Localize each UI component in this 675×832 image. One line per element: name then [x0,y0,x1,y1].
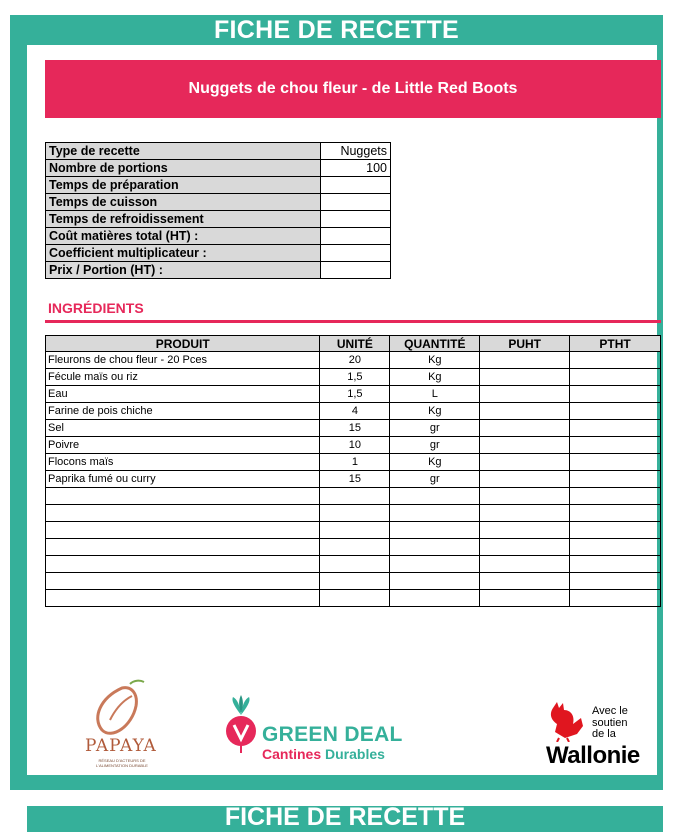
greendeal-sub-cantines: Cantines [262,746,322,762]
table-cell: Kg [390,369,480,386]
info-label: Prix / Portion (HT) : [46,262,321,279]
recipe-title: Nuggets de chou fleur - de Little Red Boots [45,60,661,118]
table-cell [480,488,570,505]
table-row [46,539,661,556]
table-cell: 4 [320,403,390,420]
table-cell [570,420,661,437]
table-cell [480,352,570,369]
table-cell: Kg [390,352,480,369]
table-row [46,420,661,437]
papaya-tagline: RÉSEAU D'ACTEURS DE L'ALIMENTATION DURABLE [96,758,148,768]
table-row [46,522,661,539]
table-cell [570,471,661,488]
table-row [46,556,661,573]
table-cell [46,522,320,539]
wallonie-support-text [592,706,628,741]
table-cell: Sel [46,420,320,437]
table-cell [570,454,661,471]
table-cell: Farine de pois chiche [46,403,320,420]
info-value [321,228,391,245]
info-value [321,245,391,262]
info-value [321,211,391,228]
ingredients-table [45,335,661,607]
info-row [46,160,391,177]
table-cell [480,505,570,522]
table-cell: gr [390,420,480,437]
top-banner: FICHE DE RECETTE [10,15,663,45]
info-label: Temps de cuisson [46,194,321,211]
table-cell: 1 [320,454,390,471]
table-cell: Kg [390,403,480,420]
table-cell: Flocons maïs [46,454,320,471]
table-cell [480,471,570,488]
column-header: QUANTITÉ [390,336,480,352]
column-header: PTHT [570,336,661,352]
table-row [46,369,661,386]
table-cell [480,539,570,556]
table-cell: 15 [320,420,390,437]
table-cell: 15 [320,471,390,488]
table-cell [570,522,661,539]
table-cell [570,386,661,403]
table-cell [390,539,480,556]
frame-left-bar [10,15,27,790]
table-cell [390,573,480,590]
table-cell [480,573,570,590]
table-row [46,471,661,488]
ingredients-rule [45,320,661,323]
info-row [46,228,391,245]
greendeal-sub-durables: Durables [325,746,385,762]
recipe-info-table [45,142,391,279]
table-cell: Fécule maïs ou riz [46,369,320,386]
table-cell [480,556,570,573]
table-cell [570,352,661,369]
table-cell [570,403,661,420]
table-row [46,505,661,522]
table-cell: gr [390,437,480,454]
table-cell [570,590,661,607]
wallonie-wordmark: Wallonie [546,742,640,769]
table-cell: Poivre [46,437,320,454]
table-row [46,454,661,471]
table-cell [480,522,570,539]
info-value [321,194,391,211]
table-cell [46,590,320,607]
table-cell: 1,5 [320,386,390,403]
table-cell: 10 [320,437,390,454]
table-cell [570,437,661,454]
info-label: Coefficient multiplicateur : [46,245,321,262]
table-cell [390,488,480,505]
info-label: Temps de refroidissement [46,211,321,228]
table-cell [390,522,480,539]
table-cell [480,369,570,386]
table-cell [46,556,320,573]
table-cell [570,488,661,505]
table-cell [390,556,480,573]
wallonie-line: soutien [592,716,628,729]
info-label: Coût matières total (HT) : [46,228,321,245]
table-cell [320,539,390,556]
table-cell [570,539,661,556]
table-cell [480,454,570,471]
frame-bottom-bar [10,775,663,790]
table-cell [320,556,390,573]
table-row [46,386,661,403]
table-cell [480,437,570,454]
column-header: PUHT [480,336,570,352]
info-label: Temps de préparation [46,177,321,194]
info-row [46,262,391,279]
info-row [46,194,391,211]
table-row [46,488,661,505]
ingredients-heading: INGRÉDIENTS [48,300,144,316]
greendeal-title: GREEN DEAL [262,723,403,746]
info-row [46,143,391,160]
info-label: Nombre de portions [46,160,321,177]
table-row [46,352,661,369]
info-row [46,245,391,262]
info-value: 100 [321,160,391,177]
table-cell [390,505,480,522]
table-cell [570,369,661,386]
table-cell [570,573,661,590]
table-cell: gr [390,471,480,488]
greendeal-subtitle [262,746,385,762]
radish-icon [225,695,257,755]
wallonie-line: de la [592,728,616,740]
table-cell [390,590,480,607]
table-cell [320,522,390,539]
table-row [46,573,661,590]
table-cell: Eau [46,386,320,403]
column-header: UNITÉ [320,336,390,352]
table-cell: Paprika fumé ou curry [46,471,320,488]
info-label: Type de recette [46,143,321,160]
table-row [46,590,661,607]
papaya-wordmark: PAPAYA [85,736,157,756]
table-row [46,437,661,454]
bottom-banner: FICHE DE RECETTE [27,806,663,832]
table-cell: Fleurons de chou fleur - 20 Pces [46,352,320,369]
info-row [46,177,391,194]
table-row [46,403,661,420]
rooster-icon [545,700,587,742]
info-value: Nuggets [321,143,391,160]
info-value [321,177,391,194]
table-cell: L [390,386,480,403]
table-cell: 20 [320,352,390,369]
table-cell [480,420,570,437]
table-cell [320,488,390,505]
table-cell [46,488,320,505]
info-row [46,211,391,228]
table-cell [570,556,661,573]
table-cell: Kg [390,454,480,471]
column-header: PRODUIT [46,336,320,352]
table-cell [46,505,320,522]
table-cell [480,386,570,403]
table-cell [320,590,390,607]
wallonie-line: Avec le [592,705,628,717]
table-cell [320,505,390,522]
table-cell [480,403,570,420]
table-cell [480,590,570,607]
table-cell [46,539,320,556]
table-cell [570,505,661,522]
table-cell: 1,5 [320,369,390,386]
table-cell [320,573,390,590]
info-value [321,262,391,279]
table-cell [46,573,320,590]
